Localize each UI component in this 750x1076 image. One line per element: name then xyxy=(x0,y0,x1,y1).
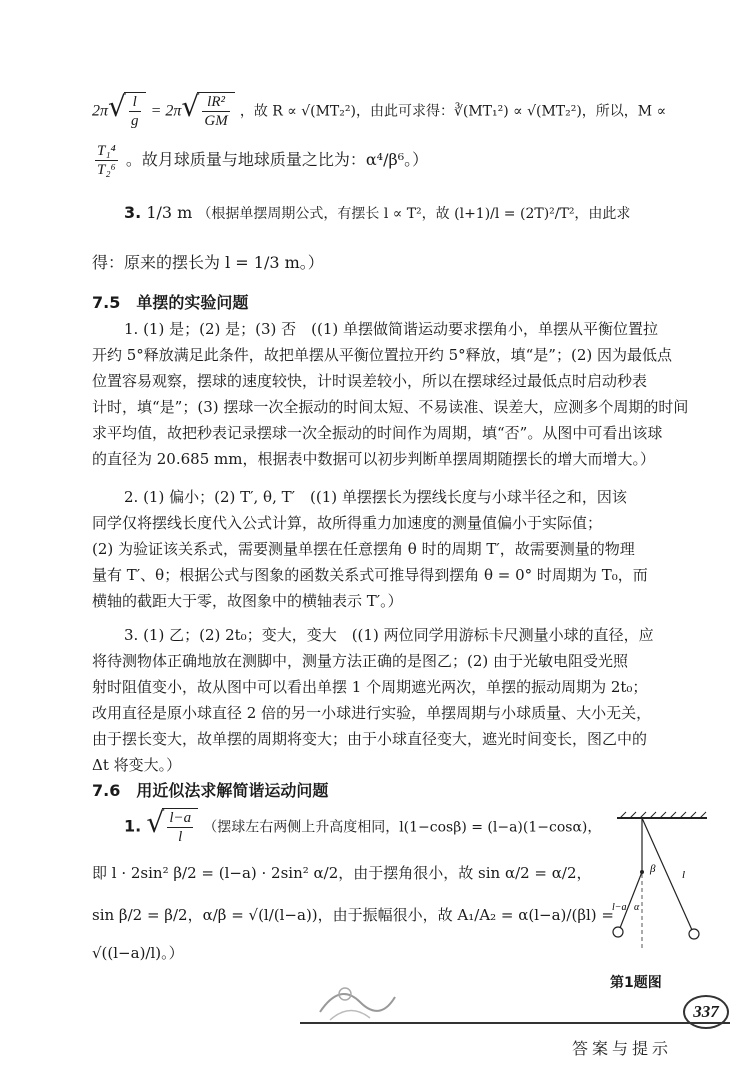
s76-line-1-text: （摆球左右两侧上升高度相同，l(1−cosβ) = (l−a)(1−cosα)， xyxy=(203,819,602,836)
s75-p3-l3: 改用直径是原小球直径 2 倍的另一小球进行实验，单摆周期与小球质量、大小无关， xyxy=(92,704,652,722)
s75-p1-l5: 的直径为 20.685 mm，根据表中数据可以初步判断单摆周期随摆长的增大而增大。） xyxy=(92,450,655,468)
s75-p3-l2: 射时阻值变小，故从图中可以看出单摆 1 个周期遮光两次，单摆的振动周期为 2t₀； xyxy=(92,678,648,696)
s75-p3-l1: 将待测物体正确地放在测脚中，测量方法正确的是图乙；(2) 由于光敏电阻受光照 xyxy=(92,652,629,670)
figure-caption: 第1题图 xyxy=(610,975,662,991)
bob-right xyxy=(689,929,699,939)
l-label: l xyxy=(682,869,686,881)
s75-p2-l3: 量有 T′、θ；根据公式与图象的函数关系式可推导得到摆角 θ = 0° 时周期为 T₀，而 xyxy=(92,566,648,584)
formula-line-1: 2π √ $\frac{l}{g}$ = 2π √ $\frac{\text{lR²}}{GM}$ ，故 R ∝ √(MT₂²)，由此可求得：∛(MT₁²) ∝ √(MT₂²)，所以，M ∝ xyxy=(92,92,692,130)
formula-line-2-text: 。故月球质量与地球质量之比为：α⁴/β⁶。） xyxy=(125,150,429,169)
s75-p1-l0: 1. (1) 是；(2) 是；(3) 否 ((1) 单摆做简谐运动要求摆角小，单摆从平衡位置拉 xyxy=(124,320,658,338)
formula-line-2: $\frac{\text{T₁⁴}}{\text{T₂⁶}}$ 。故月球质量与地球质量之比为：α⁴/β⁶。） xyxy=(97,143,429,178)
pendulum-figure xyxy=(612,810,712,960)
l-minus-a-label: l−a xyxy=(612,902,627,913)
s75-p1-l3: 计时，填“是”；(3) 摆球一次全振动的时间太短、不易读准、误差大，应测多个周期的时间 xyxy=(92,398,689,416)
s76-line-2: 即 l · 2sin² β/2 = (l−a) · 2sin² α/2，由于摆角很小，故 sin α/2 = α/2， xyxy=(92,864,592,882)
footer-rule xyxy=(300,1022,730,1024)
s76-line-4: √((l−a)/l)。） xyxy=(92,944,184,962)
s75-p2-l4: 横轴的截距大于零，故图象中的横轴表示 T′。） xyxy=(92,592,403,610)
item-3-line-2: 得：原来的摆长为 l = 1/3 m。） xyxy=(92,253,324,272)
decorative-logo xyxy=(310,972,400,1026)
section-heading-7-6: 7.6 用近似法求解简谐运动问题 xyxy=(92,781,329,800)
string-left xyxy=(620,872,642,928)
s75-p1-l4: 求平均值，故把秒表记录摆球一次全振动的时间作为周期，填“否”。从图中可看出该球 xyxy=(92,424,663,442)
beta-label: β xyxy=(650,863,656,875)
s75-p1-l2: 位置容易观察，摆球的速度较快，计时误差较小，所以在摆球经过最低点时启动秒表 xyxy=(92,372,648,390)
s75-p1-l1: 开约 5°释放满足此条件，故把单摆从平衡位置拉开约 5°释放，填“是”；(2) 因为最低点 xyxy=(92,346,672,364)
item-3-answer: 1/3 m xyxy=(146,203,193,222)
page-number: 337 xyxy=(683,995,729,1029)
s75-p2-l2: (2) 为验证该关系式，需要测量单摆在任意摆角 θ 时的周期 T′，故需要测量的物理 xyxy=(92,540,635,558)
s75-p2-l0: 2. (1) 偏小；(2) T′, θ, T′ ((1) 单摆摆长为摆线长度与小球半径之和，因该 xyxy=(124,488,627,506)
item-3-line: 3. 1/3 m （根据单摆周期公式，有摆长 l ∝ T²，故 (l+1)/l = (2T)²/T²，由此求 xyxy=(124,203,631,222)
s76-line-3: sin β/2 = β/2，α/β = √(l/(l−a))，由于振幅很小，故 A₁/A₂ = α(l−a)/(βl) = xyxy=(92,906,614,924)
section-heading-7-5: 7.5 单摆的实验问题 xyxy=(92,293,249,312)
alpha-label: α xyxy=(634,902,640,913)
s75-p3-l4: 由于摆长变大，故单摆的周期将变大；由于小球直径变大，遮光时间变长，图乙中的 xyxy=(92,730,648,748)
s76-line-1: 1. √ $\frac{l-a}{l}$ （摆球左右两侧上升高度相同，l(1−cosβ) = (l−a)(1−cosα)， xyxy=(124,808,724,846)
formula-line-1-text: ，故 R ∝ √(MT₂²)，由此可求得：∛(MT₁²) ∝ √(MT₂²)，所以，M ∝ xyxy=(239,103,667,120)
footer-title: 答案与提示 xyxy=(572,1039,673,1058)
bob-left xyxy=(613,927,623,937)
s75-p2-l1: 同学仅将摆线长度代入公式计算，故所得重力加速度的测量值偏小于实际值； xyxy=(92,514,603,532)
item-3-text: （根据单摆周期公式，有摆长 l ∝ T²，故 (l+1)/l = (2T)²/T²，由此求 xyxy=(197,206,631,222)
s75-p3-l0: 3. (1) 乙；(2) 2t₀；变大，变大 ((1) 两位同学用游标卡尺测量小球的直径，应 xyxy=(124,626,654,644)
s75-p3-l5: Δt 将变大。） xyxy=(92,756,182,774)
